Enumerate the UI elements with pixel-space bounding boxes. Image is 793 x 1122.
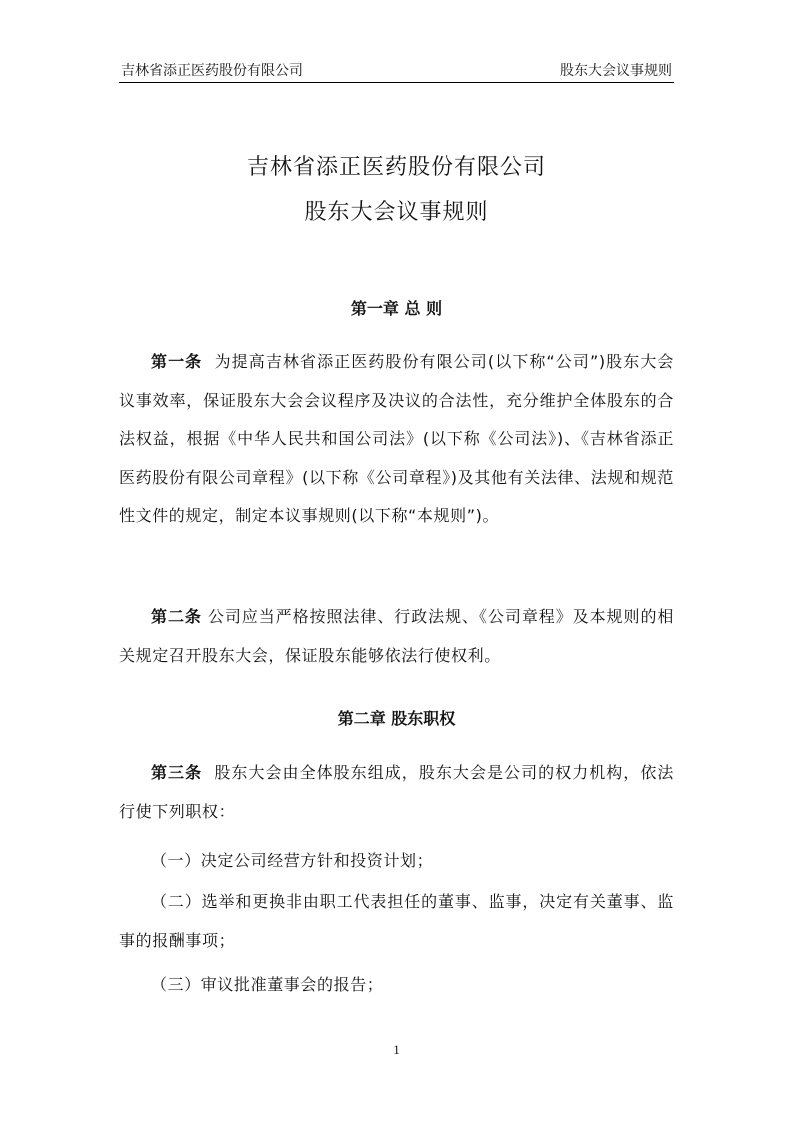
article-1-text: 为提高吉林省添正医药股份有限公司(以下称“公司”)股东大会议事效率，保证股东大会会议程序及决议的合法性，充分维护全体股东的合法权益，根据《中华人民共和国公司法》(以下称《公司法》)、《吉林省添正医药股份有限公司章程》(以下称《公司章程》)及其他有关法律、法规和规范性文件的规定，制定本议事规则(以下称“本规则”)。 <box>119 352 675 525</box>
article-3 <box>119 754 674 831</box>
list-item-3: （三）审议批准董事会的报告； <box>151 975 384 994</box>
list-item <box>119 842 674 881</box>
list-item <box>119 883 674 960</box>
page-number: 1 <box>393 1042 400 1057</box>
chapter-heading-1: 第一章 总 则 <box>350 299 443 318</box>
article-1-label: 第一条 <box>151 352 203 371</box>
document-title-rules: 股东大会议事规则 <box>304 200 489 225</box>
header-company-name: 吉林省添正医药股份有限公司 <box>121 63 303 79</box>
article-3-label: 第三条 <box>151 763 203 782</box>
page-header <box>119 56 674 83</box>
chapter-heading-2: 第二章 股东职权 <box>337 709 456 728</box>
list-item-2: （二）选举和更换非由职工代表担任的董事、监事，决定有关董事、监事的报酬事项； <box>119 892 674 950</box>
article-2 <box>119 598 674 675</box>
article-2-label: 第二条 <box>151 607 202 626</box>
header-document-name: 股东大会议事规则 <box>560 63 672 79</box>
list-item <box>119 966 674 1005</box>
article-3-text: 股东大会由全体股东组成，股东大会是公司的权力机构，依法行使下列职权： <box>119 763 674 821</box>
article-2-text: 公司应当严格按照法律、行政法规、《公司章程》及本规则的相关规定召开股东大会，保证股东能够依法行使权利。 <box>119 607 674 665</box>
document-title-company: 吉林省添正医药股份有限公司 <box>246 155 546 180</box>
article-1 <box>119 343 674 536</box>
list-item-1: （一）决定公司经营方针和投资计划； <box>151 851 434 870</box>
